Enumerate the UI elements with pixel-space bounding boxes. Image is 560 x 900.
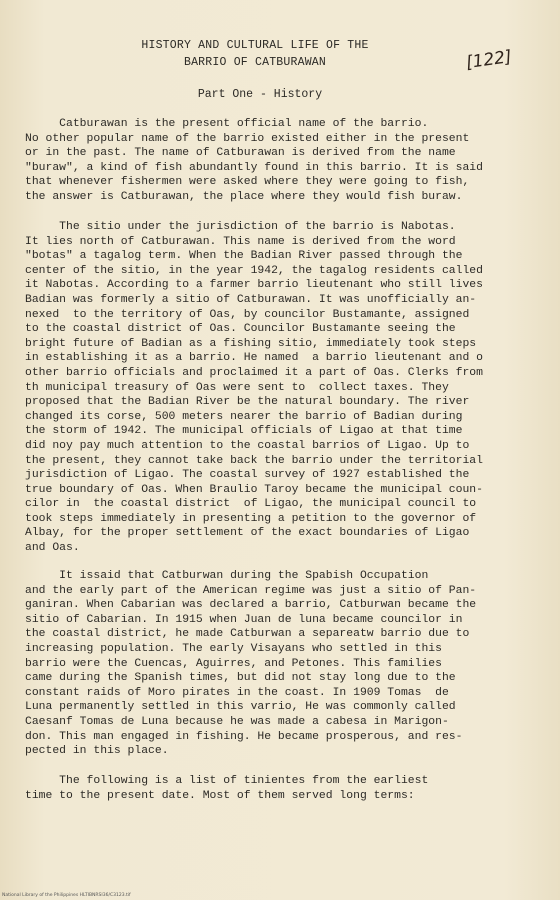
paragraph-sitio-nabotas: The sitio under the jurisdiction of the barrio is Nabotas. It lies north of Catburawan. This name is derived from the word "botas" a tagalog term. When the Badian River passed through the center of the sitio, in the year 1942, the tagalog residents called it Nabotas. According to a farmer barrio lieutenant who still lives Badian was formerly a sitio of Catburawan. It was unofficially an- nexed to the territory of Oas, by councilor Bustamante, assigned to the coastal district of Oas. Councilor Bustamante seeing the bright future of Badian as a fishing sitio, immediately took steps in establishing it as a barrio. He named a barrio lieutenant and o other barrio officials and proclaimed it a part of Oas. Clerks from th municipal treasury of Oas were sent to collect taxes. They proposed that the Badian River be the natural boundary. The river changed its corse, 500 meters nearer the barrio of Badian during the storm of 1942. The municipal officials of Ligao at that time did noy pay much attention to the coastal barrios of Ligao. Up to the present, they cannot take back the barrio under the territorial jurisdiction of Ligao. The coastal survey of 1927 established the true boundary of Oas. When Braulio Taroy became the municipal coun- cilor in the coastal district of Ligao, the municipal council to took steps immediately in presenting a petition to the governor of Albay, for the proper settlement of the exact boundaries of Ligao and Oas. xyxy=(25,221,483,555)
paragraph-spanish-occupation: It issaid that Catburwan during the Spabish Occupation and the early part of the American regime was just a sitio of Pan- ganiran. When Cabarian was declared a barrio, Catburwan became the sitio of Cabarian. In 1915 when Juan de luna became councilor in the coastal district, he made Catburwan a separeatw barrio due to increasing population. The early Visayans who settled in this barrio were the Cuencas, Aguirres, and Petones. This families came during the Spanish times, but did not stay long due to the constant raids of Moro pirates in the coast. In 1909 Tomas de Luna permanently settled in this varrio, He was commonly called Caesanf Tomas de Luna because he was made a cabesa in Marigon- don. This man engaged in fishing. He became prosperous, and res- pected in this place. xyxy=(25,570,477,758)
document-title-line1: HISTORY AND CULTURAL LIFE OF THE xyxy=(141,39,369,52)
handwritten-page-number: [122] xyxy=(464,46,513,74)
document-title-line2: BARRIO OF CATBURAWAN xyxy=(183,56,327,69)
section-heading: Part One - History xyxy=(197,88,323,101)
paragraph-name-origin: Catburawan is the present official name of the barrio. No other popular name of the barrio existed either in the present or in the past. The name of Catburawan is derived from the name "buraw", a kind of fish abundantly found in this barrio. It is said that whenever fishermen were asked where they were going to fish, the answer is Catburawan, the place where they would fish buraw. xyxy=(25,118,483,203)
archive-footer: National Library of the Philippines HLTIBNRSI36/C3123.tif xyxy=(2,893,131,898)
paragraph-tinientes-intro: The following is a list of tinientes from the earliest time to the present date. Most of them served long terms: xyxy=(25,775,429,802)
